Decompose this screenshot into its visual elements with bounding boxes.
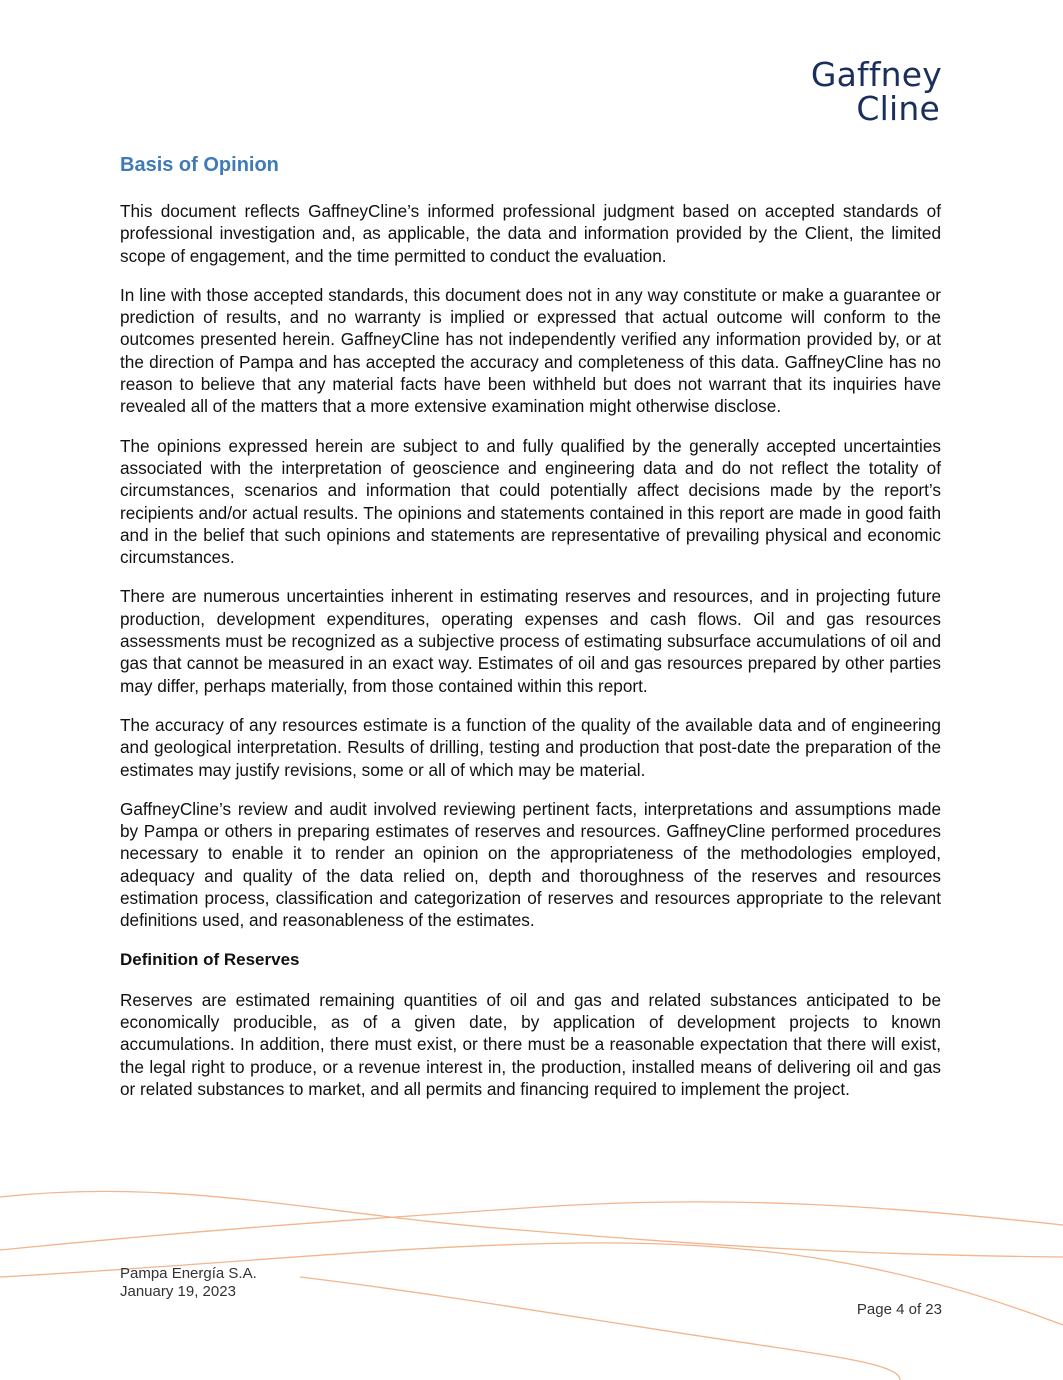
logo-line-2: Cline [856, 89, 940, 128]
paragraph-6: GaffneyCline’s review and audit involved reviewing pertinent facts, interpretations and assumptions made by Pampa or others in preparing estimates of reserves and resources. GaffneyCline performed procedures necessary to enable it to render an opinion on the appropriateness of the methodologies employed, adequacy and quality of the data relied on, depth and thoroughness of the reserves and resources estimation process, classification and categorization of reserves and resources appropriate to the relevant definitions used, and reasonableness of the estimates. [120, 798, 941, 931]
paragraph-1: This document reflects GaffneyCline’s informed professional judgment based on accepted standards of professional investigation and, as applicable, the data and information provided by the Client, the limited scope of engagement, and the time permitted to conduct the evaluation. [120, 201, 941, 266]
section-title: Basis of Opinion [120, 154, 279, 176]
logo-line-1: Gaffney [810, 55, 942, 94]
paragraph-4: There are numerous uncertainties inherent in estimating reserves and resources, and in projecting future production, development expenditures, operating expenses and cash flows. Oil and gas resources assessments must be recognized as a subjective process of estimating subsurface accumulations of oil and gas that cannot be measured in an exact way. Estimates of oil and gas resources prepared by other parties may differ, perhaps materially, from those contained within this report. [120, 586, 941, 696]
gaffneycline-logo [790, 55, 950, 128]
main-content [120, 152, 941, 1117]
paragraph-5: The accuracy of any resources estimate is a function of the quality of the available data and of engineering and geological interpretation. Results of drilling, testing and production that post-date the preparation of the estimates may justify revisions, some or all of which may be material. [120, 714, 941, 780]
footer-date: January 19, 2023 [120, 1283, 236, 1300]
reserves-definition-paragraph: Reserves are estimated remaining quantities of oil and gas and related substances anticipated to be economically producible, as of a given date, by application of development projects to known accumulations. In addition, there must exist, or there must be a reasonable expectation that there will exist, the legal right to produce, or a revenue interest in, the production, installed means of delivering oil and gas or related substances to market, and all permits and financing required to implement the project. [120, 989, 941, 1099]
wave-line-4 [300, 1277, 900, 1380]
page-number: Page 4 of 23 [856, 1301, 942, 1318]
subsection-title: Definition of Reserves [120, 949, 300, 969]
wave-line-1 [0, 1191, 1063, 1257]
footer-left [120, 1265, 257, 1301]
paragraph-2: In line with those accepted standards, this document does not in any way constitute or make a guarantee or prediction of results, and no warranty is implied or expressed that actual outcome will conform to the outcomes presented herein. GaffneyCline has not independently verified any information provided by, or at the direction of Pampa and has accepted the accuracy and completeness of this data. GaffneyCline has no reason to believe that any material facts have been withheld but does not warrant that its inquiries have revealed all of the matters that a more extensive examination might otherwise disclose. [120, 284, 941, 417]
paragraph-3: The opinions expressed herein are subject to and fully qualified by the generally accepted uncertainties associated with the interpretation of geoscience and engineering data and do not reflect the totality of circumstances, scenarios and information that could potentially affect decisions made by the report’s recipients and/or actual results. The opinions and statements contained in this report are made in good faith and in the belief that such opinions and statements are representative of prevailing physical and economic circumstances. [120, 435, 941, 568]
wave-line-2 [0, 1202, 1063, 1250]
footer-company: Pampa Energía S.A. [120, 1265, 257, 1282]
